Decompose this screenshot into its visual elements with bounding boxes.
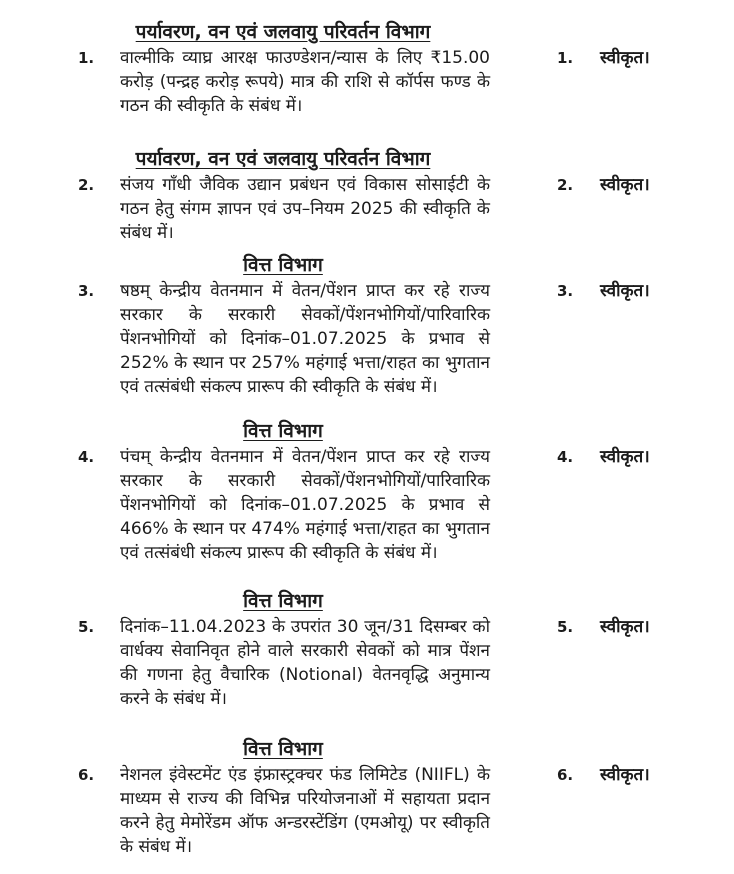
department-heading: वित्त विभाग [243,420,323,442]
item-text: नेशनल इंवेस्टमेंट एंड इंफ्रास्ट्रक्चर फंड लिमिटेड (NIIFL) के माध्यम से राज्य की विभिन्न परियोजनाओं में सहायता प्रदान करने हेतु मेमोरेंडम ऑफ अन्डरस्टेंडिंग (एमओयू) पर स्वीकृति के संबंध में। [120,765,490,857]
item-text: पंचम् केन्द्रीय वेतनमान में वेतन/पेंशन प्राप्त कर रहे राज्य सरकार के सरकारी सेवकों/पेंशनभोगियों/पारिवारिक पेंशनभोगियों को दिनांक–01.07.2025 के प्रभाव से 466% के स्थान पर 474% महंगाई भत्ता/राहत का भुगतान एवं तत्संबंधी संकल्प प्रारूप की स्वीकृति के संबंध में। [120,447,490,563]
agenda-section [0,147,734,245]
decision-status: स्वीकृत। [600,765,650,785]
agenda-section [0,419,734,565]
department-heading: वित्त विभाग [243,738,323,760]
item-number: 4. [78,448,95,466]
item-number: 3. [78,282,95,300]
decision-status: स्वीकृत। [600,617,650,637]
decision-status: स्वीकृत। [600,175,650,195]
item-text: वाल्मीकि व्याघ्र आरक्ष फाउण्डेशन/न्यास के लिए ₹15.00 करोड़ (पन्द्रह करोड़ रूपये) मात्र की राशि से कॉर्पस फण्ड के गठन की स्वीकृति के संबंध में। [120,48,490,116]
agenda-section [0,737,734,859]
decision-number: 3. [557,282,574,300]
item-text: संजय गाँधी जैविक उद्यान प्रबंधन एवं विकास सोसाईटी के गठन हेतु संगम ज्ञापन एवं उप–नियम 2025 की स्वीकृति के संबंध में। [120,175,490,243]
decision-status: स्वीकृत। [600,281,650,301]
agenda-section [0,20,734,118]
item-number: 5. [78,618,95,636]
agenda-section [0,253,734,399]
decision-number: 5. [557,618,574,636]
department-heading: वित्त विभाग [243,590,323,612]
agenda-item-row [0,615,734,711]
decision-status: स्वीकृत। [600,48,650,68]
decision-number: 4. [557,448,574,466]
agenda-section [0,589,734,711]
item-number: 2. [78,176,95,194]
agenda-item-row [0,173,734,245]
item-text: षष्ठम् केन्द्रीय वेतनमान में वेतन/पेंशन प्राप्त कर रहे राज्य सरकार के सरकारी सेवकों/पेंशनभोगियों/पारिवारिक पेंशनभोगियों को दिनांक–01.07.2025 के प्रभाव से 252% के स्थान पर 257% महंगाई भत्ता/राहत का भुगतान एवं तत्संबंधी संकल्प प्रारूप की स्वीकृति के संबंध में। [120,281,490,397]
item-number: 6. [78,766,95,784]
agenda-item-row [0,763,734,859]
agenda-item-row [0,445,734,565]
department-heading: वित्त विभाग [243,254,323,276]
item-number: 1. [78,49,95,67]
decision-number: 1. [557,49,574,67]
decision-number: 6. [557,766,574,784]
department-heading: पर्यावरण, वन एवं जलवायु परिवर्तन विभाग [135,148,431,170]
agenda-item-row [0,279,734,399]
item-text: दिनांक–11.04.2023 के उपरांत 30 जून/31 दिसम्बर को वार्धक्य सेवानिवृत होने वाले सरकारी सेवकों को मात्र पेंशन की गणना हेतु वैचारिक (Notional) वेतनवृद्धि अनुमान्य करने के संबंध में। [120,617,490,709]
decision-status: स्वीकृत। [600,447,650,467]
department-heading: पर्यावरण, वन एवं जलवायु परिवर्तन विभाग [135,21,431,43]
agenda-item-row [0,46,734,118]
decision-number: 2. [557,176,574,194]
